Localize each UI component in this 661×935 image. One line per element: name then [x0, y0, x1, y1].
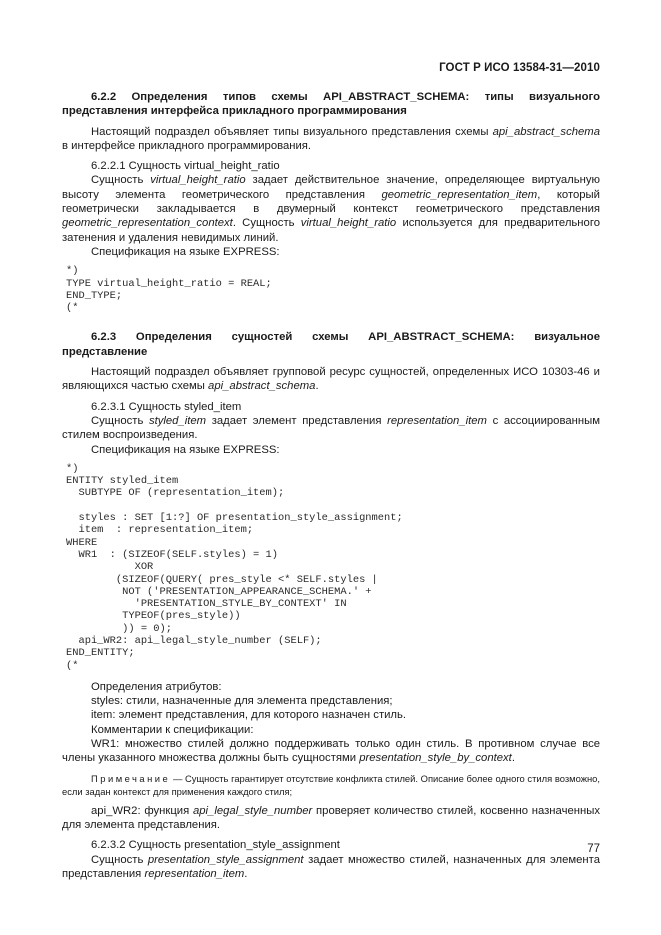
attribute-item: item: элемент представления, для которого назначен стиль.	[91, 709, 407, 722]
section-6-2-2-heading: 6.2.2 Определения типов схемы API_ABSTRACT_SCHEMA: типы визуального представления интерфейса прикладного программирования	[62, 91, 600, 118]
comments-label: Комментарии к спецификации:	[91, 723, 254, 736]
api-wr2-comment: api_WR2: функция api_legal_style_number проверяет количество стилей, косвенно назначенных для элемента представления.	[62, 804, 600, 831]
page-number: 77	[587, 843, 600, 855]
wr1-comment: WR1: множество стилей должно поддерживать только один стиль. В противном случае все члены указанного множества должны быть сущностями presentation_style_by_context.	[62, 738, 600, 765]
subsection-6-2-3-2-text: Сущность presentation_style_assignment задает множество стилей, назначенных для элемента представления representation_item.	[62, 853, 600, 880]
standard-header: ГОСТ Р ИСО 13584-31—2010	[439, 62, 600, 74]
section-6-2-2-intro: Настоящий подраздел объявляет типы визуального представления схемы api_abstract_schema в интерфейсе прикладного программирования.	[62, 125, 600, 152]
subsection-6-2-2-1-text: Сущность virtual_height_ratio задает действительное значение, определяющее виртуальную высоту элемента геометрического представления geometric_representation_item, который геометрически закладывается в двумерный контекст геометрического представления geometric_representation_context. Сущность virtual_height_ratio используется для предварительного затенения и удаления невидимых линий.	[62, 174, 600, 244]
subsection-6-2-3-1-title: 6.2.3.1 Сущность styled_item	[91, 400, 242, 413]
subsection-6-2-3-1-text: Сущность styled_item задает элемент представления representation_item с ассоциированным стилем воспроизведения.	[62, 414, 600, 442]
note-label: Примечание	[91, 772, 171, 784]
express-code-virtual-height-ratio: *) TYPE virtual_height_ratio = REAL; END_TYPE; (*	[66, 265, 272, 315]
express-spec-label: Спецификация на языке EXPRESS:	[91, 245, 280, 258]
attribute-definitions-label: Определения атрибутов:	[91, 680, 222, 693]
section-6-2-3-intro: Настоящий подраздел объявляет групповой ресурс сущностей, определенных ИСО 10303-46 и являющихся частью схемы api_abstract_schema.	[62, 366, 600, 393]
subsection-6-2-2-1-title: 6.2.2.1 Сущность virtual_height_ratio	[91, 160, 280, 173]
page-content	[62, 90, 600, 881]
attribute-styles: styles: стили, назначенные для элемента представления;	[91, 695, 393, 708]
express-spec-label: Спецификация на языке EXPRESS:	[91, 443, 280, 456]
express-code-styled-item: *) ENTITY styled_item SUBTYPE OF (representation_item); styles : SET [1:?] OF presentation_style_assignment; item : representation_item; WHERE WR1 : (SIZEOF(SELF.styles) = 1) XOR (SIZEOF(QUERY( pres_style <* SELF.styles | NOT ('PRESENTATION_APPEARANCE_SCHEMA.' + 'PRESENTATION_STYLE_BY_CONTEXT' IN TYPEOF(pres_style)) )) = 0); api_WR2: api_legal_style_number (SELF); END_ENTITY; (*	[66, 462, 403, 672]
subsection-6-2-3-2-title: 6.2.3.2 Сущность presentation_style_assignment	[91, 839, 340, 852]
note: Примечание — Сущность гарантирует отсутствие конфликта стилей. Описание более одного стиля возможно, если задан контекст для применения каждого стиля;	[62, 772, 600, 797]
document-page	[62, 0, 600, 935]
section-6-2-3-heading: 6.2.3 Определения сущностей схемы API_ABSTRACT_SCHEMA: визуальное представление	[62, 331, 600, 358]
